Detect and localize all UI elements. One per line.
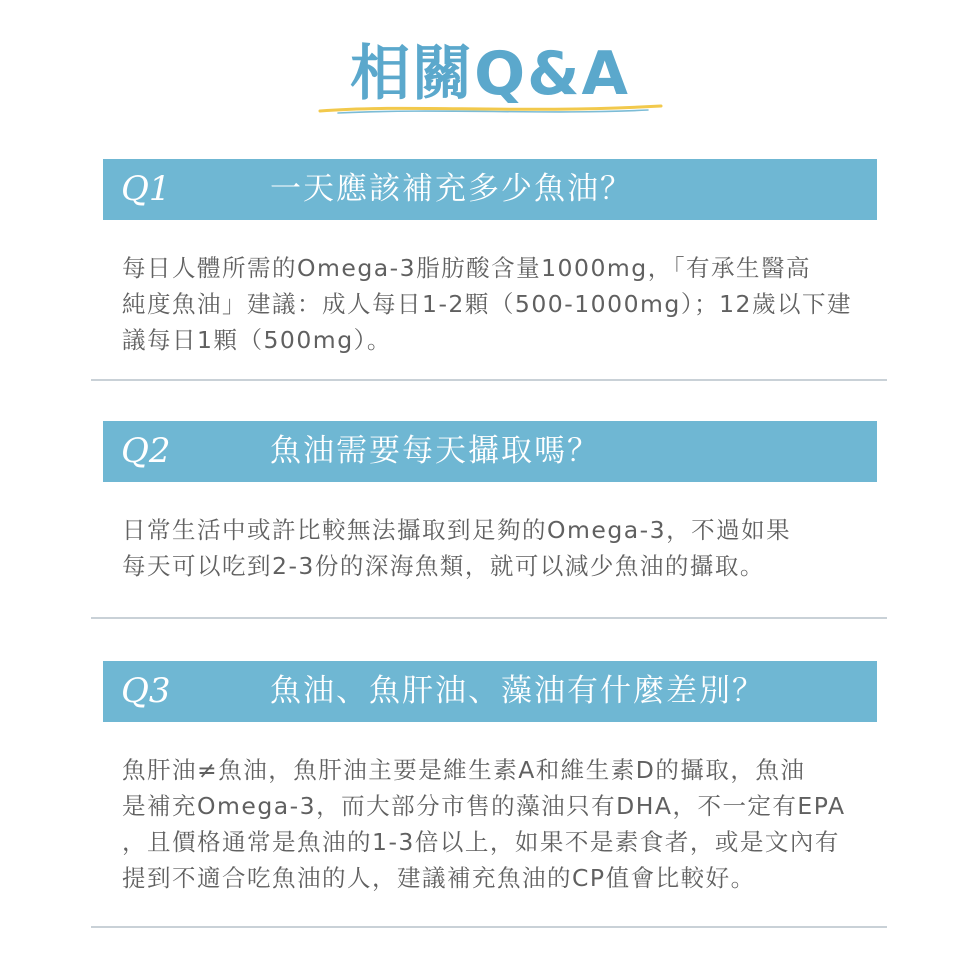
page-header: [0, 36, 980, 126]
qa-item-2: [103, 421, 877, 584]
divider: [91, 926, 887, 928]
question-bar: [103, 661, 877, 722]
question-bar: [103, 421, 877, 482]
qa-item-3: [103, 661, 877, 896]
answer-text: 每日人體所需的Omega-3脂肪酸含量1000mg，「有承生醫高 純度魚油」建議：成人每日1-2顆（500-1000mg）；12歲以下建 議每日1顆（500mg）。: [122, 254, 852, 354]
question-text: 魚油、魚肝油、藻油有什麼差別？: [270, 673, 765, 709]
divider: [91, 379, 887, 381]
question-text: 魚油需要每天攝取嗎？: [270, 433, 600, 469]
question-text: 一天應該補充多少魚油？: [270, 171, 633, 207]
question-number: Q2: [121, 431, 171, 471]
answer-text: 魚肝油≠魚油，魚肝油主要是維生素A和維生素D的攝取，魚油 是補充Omega-3，而大部分市售的藻油只有DHA，不一定有EPA ，且價格通常是魚油的1-3倍以上，如果不是素食者，或是文內有 提到不適合吃魚油的人，建議補充魚油的CP值會比較好。: [122, 756, 846, 892]
question-bar: [103, 159, 877, 220]
answer-text: 日常生活中或許比較無法攝取到足夠的Omega-3，不過如果 每天可以吃到2-3份的深海魚類，就可以減少魚油的攝取。: [122, 516, 792, 580]
question-number: Q1: [121, 169, 171, 209]
page-title: 相關Q&A: [350, 39, 630, 109]
question-number: Q3: [121, 671, 171, 711]
divider: [91, 617, 887, 619]
qa-item-1: [103, 159, 877, 358]
